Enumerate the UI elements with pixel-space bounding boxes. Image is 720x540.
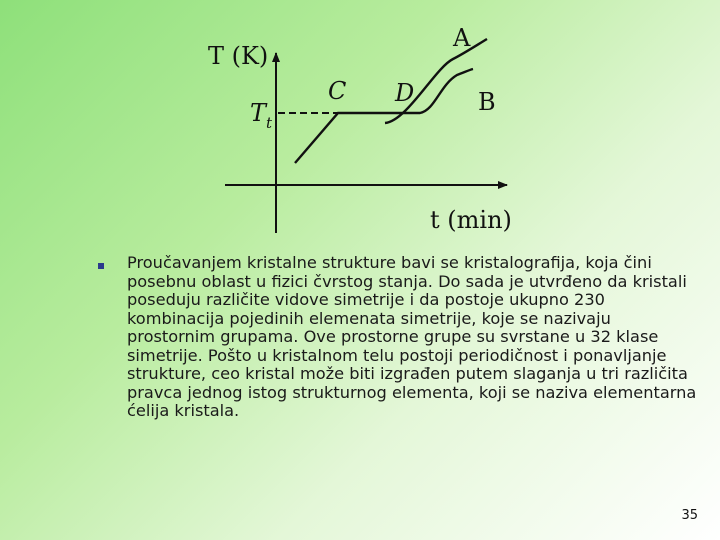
page-number: 35 xyxy=(681,508,698,523)
tt-label-sub: t xyxy=(266,114,273,132)
label-c: C xyxy=(328,77,347,105)
x-axis-label: t (min) xyxy=(430,206,512,234)
bullet-square xyxy=(98,263,104,269)
label-d: D xyxy=(395,79,415,107)
body-paragraph: Proučavanjem kristalne strukture bavi se kristalografija, koja čini posebnu oblast u fizici čvrstog stanja. Do sada je utvrđeno da kristali poseduju različite vidove simetrije i da postoje ukupno 230 kombinacija pojedinih elemenata simetrije, koje se nazivaju prostornim grupama. Ove prostorne grupe su svrstane u 32 klase simetrije. Pošto u kristalnom telu postoji periodičnost i ponavljanje strukture, ceo kristal može biti izgrađen putem slaganja u tri različita pravca jednog istog strukturnog elementa, koji se naziva elementarna ćelija kristala. xyxy=(127,253,697,420)
tt-label xyxy=(250,99,273,132)
label-a: A xyxy=(453,24,471,52)
label-b: B xyxy=(478,88,496,116)
tt-label-main: T xyxy=(250,99,267,127)
y-axis-label: T (K) xyxy=(208,42,269,70)
curve-b xyxy=(295,69,473,163)
cooling-curve-diagram xyxy=(195,15,535,245)
